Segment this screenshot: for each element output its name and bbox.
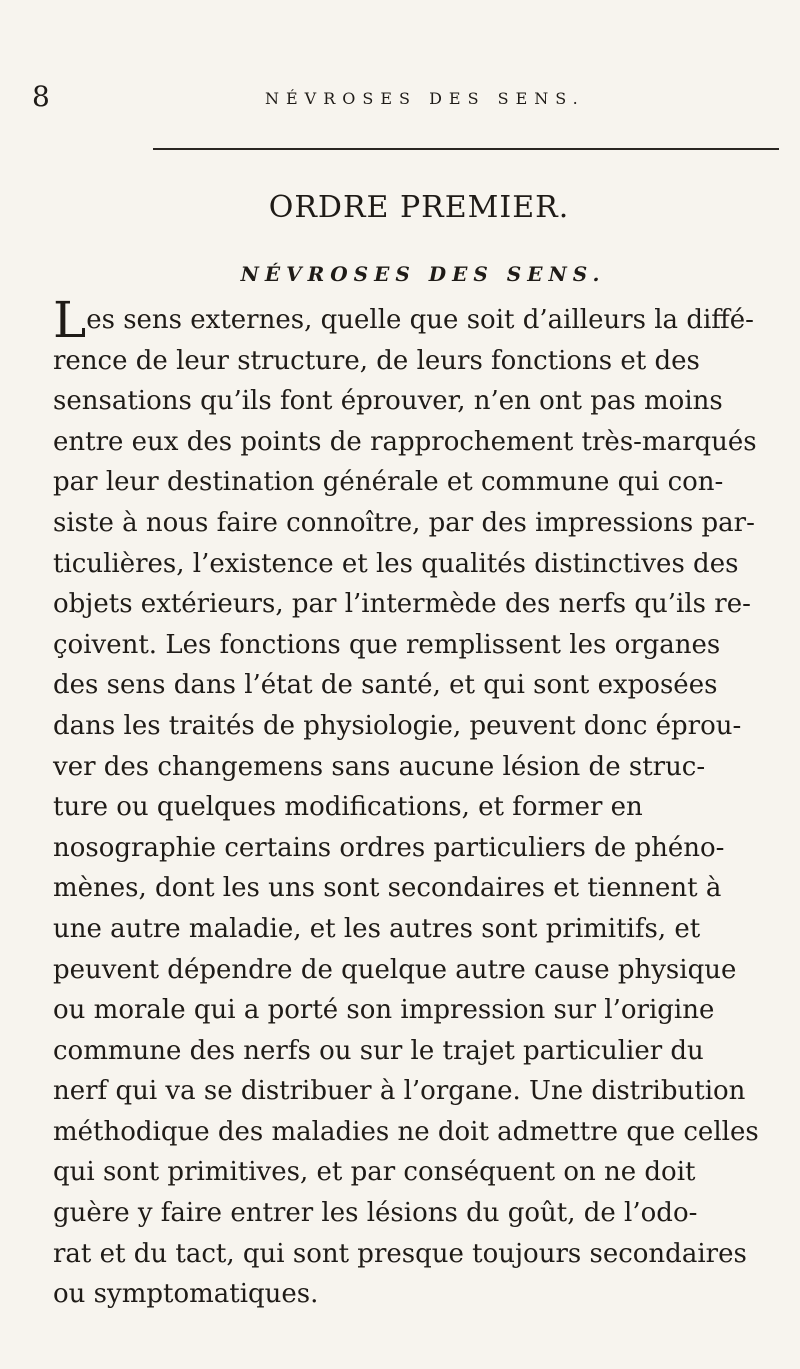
text-line: commune des nerfs ou sur le trajet particulier du <box>53 1035 704 1066</box>
text-line: ou morale qui a porté son impression sur l’origine <box>53 995 715 1026</box>
text-line: sensations qu’ils font éprouver, n’en ont pas moins <box>53 386 723 417</box>
text-line: objets extérieurs, par l’intermède des nerfs qu’ils re- <box>53 589 751 620</box>
text-line: ou symptomatiques. <box>53 1279 319 1310</box>
drop-cap: L <box>53 291 87 349</box>
text-line: une autre maladie, et les autres sont primitifs, et <box>53 913 701 944</box>
text-line: méthodique des maladies ne doit admettre que celles <box>53 1116 759 1147</box>
text-line-1 <box>53 291 763 349</box>
text-line: par leur destination générale et commune qui con- <box>53 467 724 498</box>
running-head: NÉVROSES DES SENS. <box>265 89 585 108</box>
text-line: peuvent dépendre de quelque autre cause physique <box>53 954 737 985</box>
section-title: NÉVROSES DES SENS. <box>240 262 606 286</box>
text-line: siste à nous faire connoître, par des impressions par- <box>53 507 755 538</box>
text-line: qui sont primitives, et par conséquent on ne doit <box>53 1157 696 1188</box>
header-rule <box>153 148 779 150</box>
text-line: nosographie certains ordres particuliers de phéno- <box>53 832 725 863</box>
text-line-1-rest: es sens externes, quelle que soit d’ailleurs la diffé- <box>86 305 754 335</box>
text-line: ticulières, l’existence et les qualités distinctives des <box>53 548 739 579</box>
text-line: ture ou quelques modifications, et former en <box>53 792 643 823</box>
page-number: 8 <box>32 80 50 113</box>
text-line: ver des changemens sans aucune lésion de struc- <box>53 751 706 782</box>
text-line: guère y faire entrer les lésions du goût, de l’odo- <box>53 1198 698 1229</box>
body-text <box>53 291 763 1315</box>
text-line: rence de leur structure, de leurs fonctions et des <box>53 345 700 376</box>
text-line: mènes, dont les uns sont secondaires et tiennent à <box>53 873 722 904</box>
text-line: nerf qui va se distribuer à l’organe. Une distribution <box>53 1076 746 1107</box>
order-title: ORDRE PREMIER. <box>268 190 570 225</box>
text-line: rat et du tact, qui sont presque toujours secondaires <box>53 1238 747 1269</box>
text-line: des sens dans l’état de santé, et qui sont exposées <box>53 670 718 701</box>
text-line: entre eux des points de rapprochement très-marqués <box>53 426 757 457</box>
text-line: dans les traités de physiologie, peuvent donc éprou- <box>53 710 742 741</box>
text-line: çoivent. Les fonctions que remplissent les organes <box>53 629 721 660</box>
